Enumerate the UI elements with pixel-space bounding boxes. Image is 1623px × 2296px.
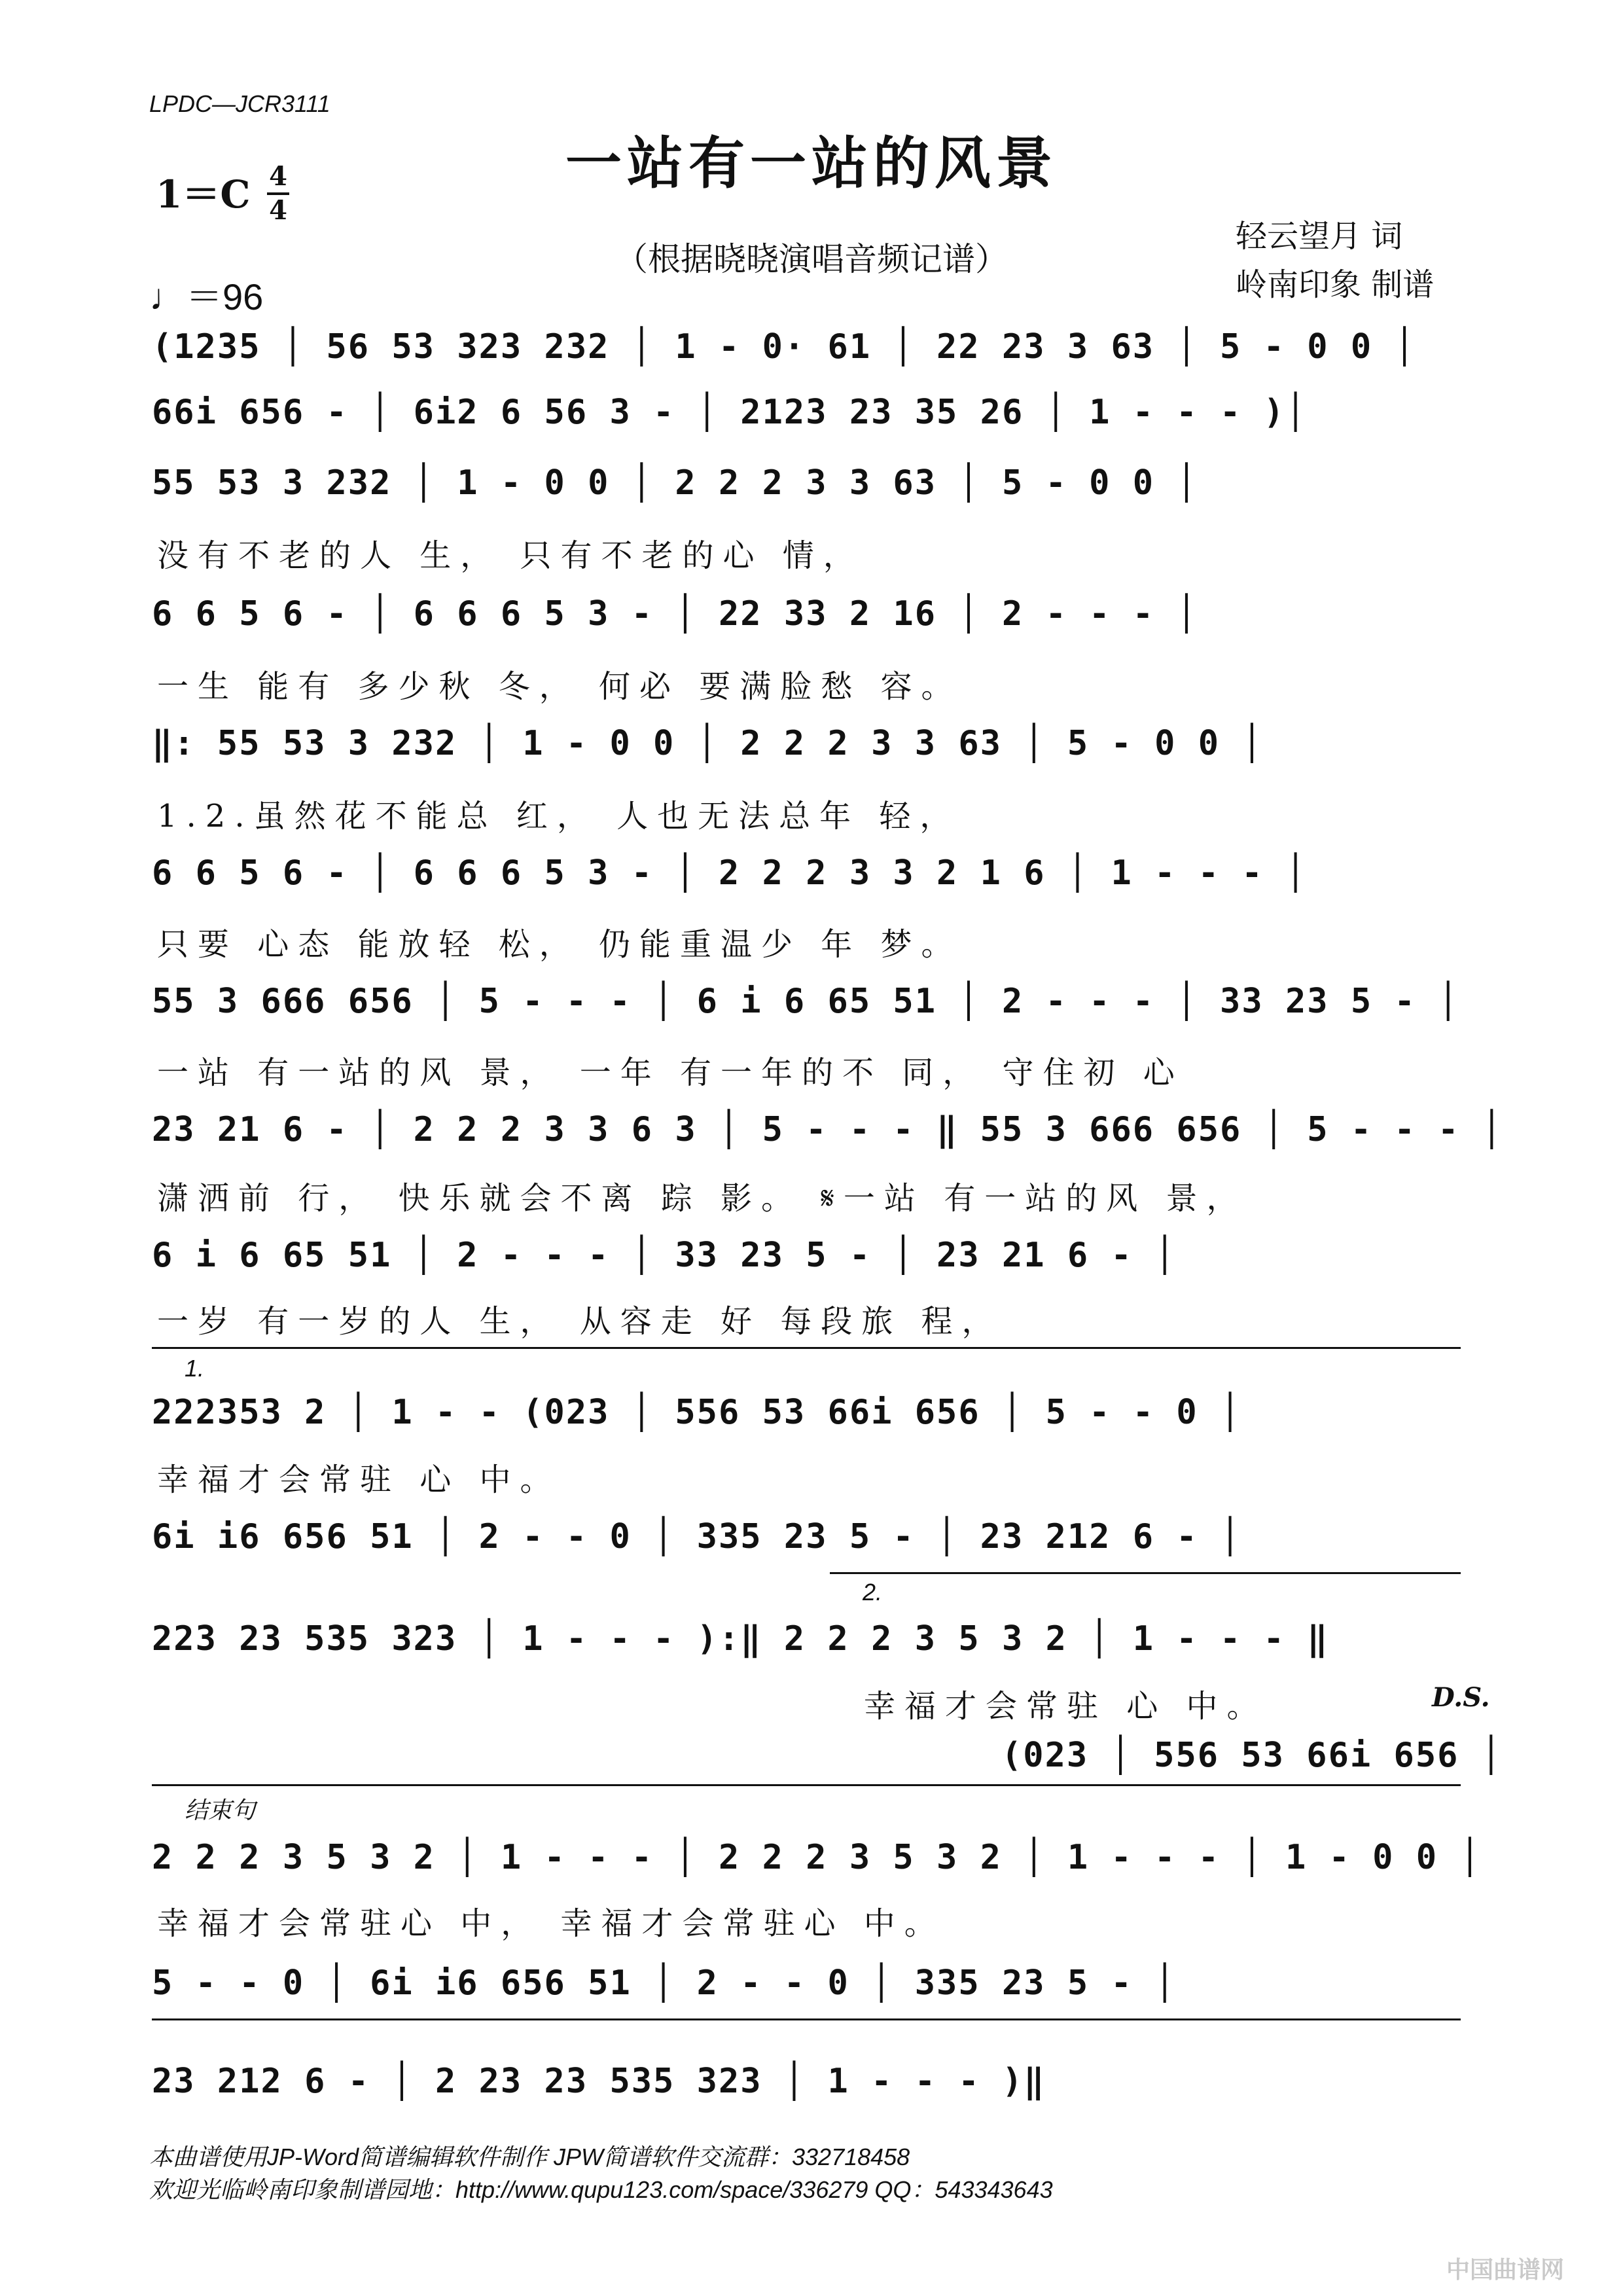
score-line-10: 222353 2 │ 1 - - (023 │ 556 53 66i 656 │ 5 - - 0 │	[152, 1393, 1242, 1432]
lyric-line-12: 幸福才会常驻 心 中。	[864, 1688, 1268, 1725]
score-line-13: (023 │ 556 53 66i 656 │	[1001, 1736, 1503, 1775]
page-title: 一站有一站的风景	[565, 130, 1058, 196]
watermark-logo: 中国曲谱网	[1446, 2257, 1565, 2284]
score-line-16: 23 212 6 - │ 2 23 23 535 323 │ 1 - - - )‖	[152, 2062, 1046, 2101]
time-signature-bottom: 4	[269, 195, 287, 226]
score-code: LPDC—JCR3111	[149, 90, 330, 117]
lyric-line-5: 1.2.虽然花不能总 红， 人也无法总年 轻，	[157, 798, 961, 834]
lyric-line-7: 一站 有一站的风 景， 一年 有一年的不 同， 守住初 心	[157, 1054, 1184, 1091]
closing-bracket	[152, 2018, 1461, 2020]
score-line-9: 6 i 6 65 51 │ 2 - - - │ 33 23 5 - │ 23 21 6 - │	[152, 1236, 1177, 1275]
score-line-11: 6i i6 656 51 │ 2 - - 0 │ 335 23 5 - │ 23 212 6 - │	[152, 1517, 1242, 1556]
time-signature-top: 4	[269, 161, 287, 192]
lyric-line-3: 没有不老的人 生， 只有不老的心 情，	[157, 537, 864, 574]
volta-1-bracket	[152, 1347, 1461, 1349]
volta-2-label: 2.	[863, 1579, 883, 1605]
footer-line-2: 欢迎光临岭南印象制谱园地：http://www.qupu123.com/space/336279 QQ：543343643	[149, 2176, 1053, 2203]
time-signature	[267, 162, 289, 225]
score-line-3: 55 53 3 232 │ 1 - 0 0 │ 2 2 2 3 3 63 │ 5 - 0 0 │	[152, 463, 1198, 503]
lyric-line-8: 潇洒前 行， 快乐就会不离 踪 影。 𝄋一站 有一站的风 景，	[157, 1180, 1247, 1217]
ending-bracket	[152, 1784, 1461, 1786]
arranger-credit: 岭南印象 制谱	[1236, 266, 1435, 303]
score-line-15: 5 - - 0 │ 6i i6 656 51 │ 2 - - 0 │ 335 23 5 - │	[152, 1964, 1177, 2003]
lyric-line-14: 幸福才会常驻心 中， 幸福才会常驻心 中。	[157, 1905, 945, 1942]
lyric-line-4: 一生 能有 多少秋 冬， 何必 要满脸愁 容。	[157, 668, 962, 705]
lyricist-credit: 轻云望月 词	[1236, 218, 1403, 255]
tempo-marking: ♩＝96	[149, 276, 264, 317]
ending-label: 结束句	[185, 1797, 256, 1823]
ds-marking: D.S.	[1432, 1682, 1490, 1713]
lyric-line-10: 幸福才会常驻 心 中。	[157, 1462, 561, 1498]
volta-2-bracket	[830, 1572, 1461, 1574]
score-line-1: (1235 │ 56 53 323 232 │ 1 - 0· 61 │ 22 23 3 63 │ 5 - 0 0 │	[152, 327, 1416, 367]
lyric-line-9: 一岁 有一岁的人 生， 从容走 好 每段旅 程，	[157, 1303, 1003, 1340]
score-line-7: 55 3 666 656 │ 5 - - - │ 6 i 6 65 51 │ 2 - - - │ 33 23 5 - │	[152, 982, 1460, 1021]
score-line-14: 2 2 2 3 5 3 2 │ 1 - - - │ 2 2 2 3 5 3 2 │ 1 - - - │ 1 - 0 0 │	[152, 1838, 1482, 1877]
score-line-4: 6 6 5 6 - │ 6 6 6 5 3 - │ 22 33 2 16 │ 2 - - - │	[152, 594, 1198, 634]
footer-line-1: 本曲谱使用JP-Word简谱编辑软件制作 JPW简谱软件交流群：332718458	[149, 2144, 910, 2170]
score-line-5: ‖: 55 53 3 232 │ 1 - 0 0 │ 2 2 2 3 3 63 │ 5 - 0 0 │	[152, 724, 1264, 763]
score-line-8: 23 21 6 - │ 2 2 2 3 3 6 3 │ 5 - - - ‖ 55 3 666 656 │ 5 - - - │	[152, 1110, 1504, 1149]
key-signature: 1＝C	[156, 172, 251, 217]
score-line-2: 66i 656 - │ 6i2 6 56 3 - │ 2123 23 35 26 │ 1 - - - )│	[152, 393, 1308, 432]
volta-1-label: 1.	[185, 1355, 205, 1382]
score-line-6: 6 6 5 6 - │ 6 6 6 5 3 - │ 2 2 2 3 3 2 1 6 │ 1 - - - │	[152, 853, 1308, 893]
subtitle: （根据晓晓演唱音频记谱）	[615, 240, 1008, 278]
score-line-12: 223 23 535 323 │ 1 - - - ):‖ 2 2 2 3 5 3 2 │ 1 - - - ‖	[152, 1619, 1329, 1659]
lyric-line-6: 只要 心态 能放轻 松， 仍能重温少 年 梦。	[157, 926, 962, 963]
